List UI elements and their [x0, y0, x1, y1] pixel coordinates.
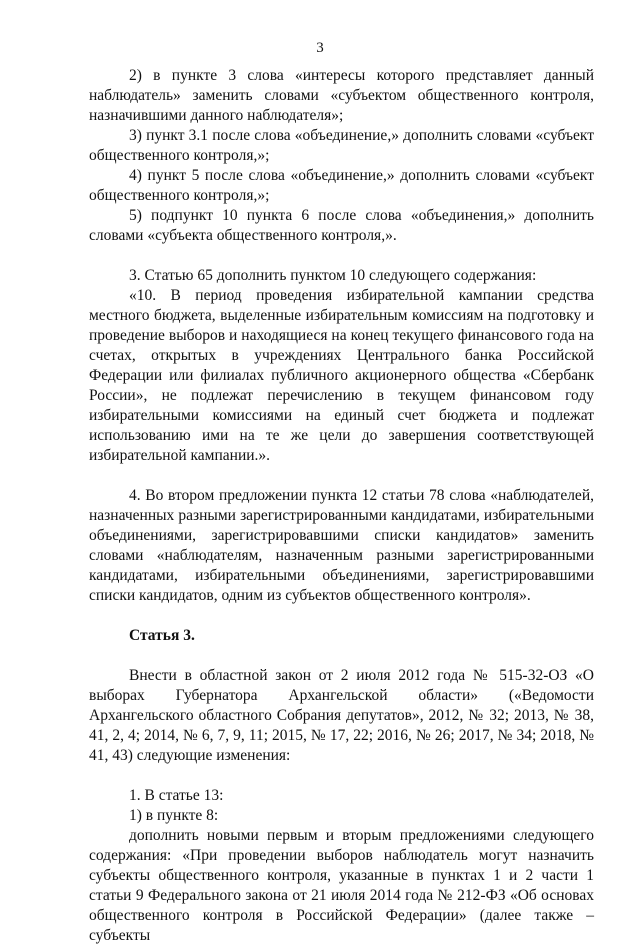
- paragraph-point-10: «10. В период проведения избирательной кампании средства местного бюджета, выделенные избирательным комиссиям на подготовку и проведение выборов и находящиеся на конец текущего финансового года на счетах, открытых в учреждениях Центрального банка Российской Федерации или филиалах публичного акционерного общества «Сбербанк России», не подлежат перечислению в текущем финансовом году избирательными комиссиями на единый счет бюджета и подлежат использованию ими на те же цели до завершения соответствующей избирательной кампании.».: [89, 287, 594, 464]
- paragraph-point-8: 1) в пункте 8:: [129, 807, 219, 824]
- page-number: 3: [316, 40, 324, 56]
- document-body: [89, 66, 594, 946]
- paragraph-amendment: дополнить новыми первым и вторым предложениями следующего содержания: «При проведении выборов наблюдатель могут назначить субъекты общественного контроля, указанные в пунктах 1 и 2 части 1 статьи 9 Федерального закона от 21 июля 2014 года № 212-ФЗ «Об основах общественного контроля в Российской Федерации» (далее также – субъекты: [89, 827, 594, 944]
- spacer: [89, 766, 594, 786]
- paragraph-article-intro: Внести в областной закон от 2 июля 2012 года № 515-32-ОЗ «О выборах Губернатора Архангельской области» («Ведомости Архангельского областного Собрания депутатов», 2012, № 32; 2013, № 38, 41, 2, 4; 2014, № 6, 7, 9, 11; 2015, № 17, 22; 2016, № 26; 2017, № 34; 2018, № 41, 43) следующие изменения:: [89, 667, 594, 764]
- paragraph-item-3: 3) пункт 3.1 после слова «объединение,» дополнить словами «субъект общественного контроля,»;: [89, 127, 594, 164]
- paragraph-section-3: 3. Статью 65 дополнить пунктом 10 следующего содержания:: [129, 267, 537, 284]
- paragraph-article-13: 1. В статье 13:: [129, 787, 224, 804]
- spacer: [89, 606, 594, 626]
- spacer: [89, 466, 594, 486]
- spacer: [89, 246, 594, 266]
- paragraph-item-4: 4) пункт 5 после слова «объединение,» дополнить словами «субъект общественного контроля,»;: [89, 167, 594, 204]
- paragraph-item-2: 2) в пункте 3 слова «интересы которого представляет данный наблюдатель» заменить словами «субъектом общественного контроля, назначившими данного наблюдателя»;: [89, 67, 594, 124]
- paragraph-item-5: 5) подпункт 10 пункта 6 после слова «объединения,» дополнить словами «субъекта общественного контроля,».: [89, 207, 594, 244]
- spacer: [89, 646, 594, 666]
- paragraph-section-4: 4. Во втором предложении пункта 12 статьи 78 слова «наблюдателей, назначенных разными зарегистрированными кандидатами, избирательными объединениями, зарегистрировавшими списки кандидатов» заменить словами «наблюдателям, назначенным разными зарегистрированными кандидатами, избирательными объединениями, зарегистрировавшими списки кандидатов, одним из субъектов общественного контроля».: [89, 487, 594, 604]
- article-heading: Статья 3.: [129, 627, 195, 644]
